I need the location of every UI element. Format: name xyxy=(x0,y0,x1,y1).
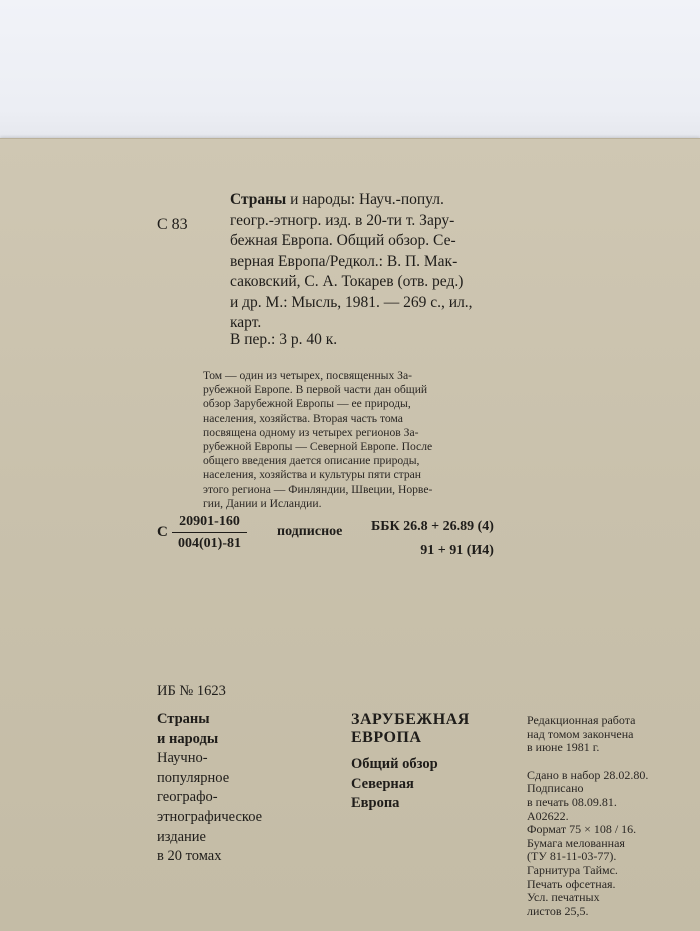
series-line: географо- xyxy=(157,789,218,806)
annotation-line: рубежной Европе. В первой части дан общий xyxy=(203,383,428,397)
annotation-line: гии, Дании и Исландии. xyxy=(203,496,322,510)
bbk-line: ББК 26.8 + 26.89 (4) xyxy=(371,519,494,534)
bibliographic-record xyxy=(230,190,473,334)
colophon-line: А02622. xyxy=(527,808,569,823)
bbk-line: 91 + 91 (И4) xyxy=(420,543,494,558)
biblio-line: геогр.-этногр. изд. в 20-ти т. Зару- xyxy=(230,211,455,229)
annotation-line: обзор Зарубежной Европы — ее природы, xyxy=(203,397,411,411)
annotation-line: рубежной Европы — Северной Европе. После xyxy=(203,440,433,454)
series-info xyxy=(157,710,262,867)
title-line: ЕВРОПА xyxy=(351,729,422,746)
subtitle-line: Европа xyxy=(351,795,400,811)
bbk-code xyxy=(371,515,494,563)
book-title xyxy=(351,711,470,747)
series-line: этнографическое xyxy=(157,808,263,825)
colophon-line: Гарнитура Таймс. xyxy=(527,862,618,877)
annotation-line: посвящена одному из четырех регионов За- xyxy=(203,425,419,439)
code-denominator: 004(01)-81 xyxy=(178,536,241,551)
biblio-line: верная Европа/Редкол.: В. П. Мак- xyxy=(230,252,458,270)
title-line: ЗАРУБЕЖНАЯ xyxy=(351,711,470,728)
annotation-line: населения, хозяйства. Вторая часть тома xyxy=(203,411,403,425)
colophon-line: над томом закончена xyxy=(527,726,634,741)
colophon-line: в июне 1981 г. xyxy=(527,740,600,755)
code-numerator: 20901-160 xyxy=(172,514,247,533)
annotation-line: Том — один из четырех, посвященных За- xyxy=(203,369,412,382)
annotation-line: общего введения дается описание природы, xyxy=(203,454,420,468)
colophon-line: Редакционная работа xyxy=(527,713,636,727)
annotation-line: этого региона — Финляндии, Швеции, Норве- xyxy=(203,482,433,496)
colophon-line: Усл. печатных xyxy=(527,890,600,905)
colophon xyxy=(527,714,648,918)
code-fraction xyxy=(172,514,247,552)
biblio-line: и др. М.: Мысль, 1981. — 269 с., ил., xyxy=(230,293,473,311)
code-letter: С xyxy=(157,524,168,540)
series-title-line: и народы xyxy=(157,730,219,747)
price: В пер.: 3 р. 40 к. xyxy=(230,331,338,348)
class-code: С 83 xyxy=(157,216,188,233)
colophon-line: (ТУ 81-11-03-77). xyxy=(527,849,617,864)
subscription-label: подписное xyxy=(277,524,343,539)
ib-number: ИБ № 1623 xyxy=(157,683,226,699)
colophon-line: Бумага мелованная xyxy=(527,835,625,850)
series-line: Научно- xyxy=(157,750,208,767)
colophon-line: Подписано xyxy=(527,781,584,796)
colophon-line: в печать 08.09.81. xyxy=(527,794,617,809)
subtitle-line: Северная xyxy=(351,775,414,792)
biblio-line: саковский, С. А. Токарев (отв. ред.) xyxy=(230,273,464,290)
colophon-line: Печать офсетная. xyxy=(527,876,616,891)
biblio-line: Страны и народы: Науч.-попул. xyxy=(230,191,444,208)
series-line: издание xyxy=(157,828,206,845)
series-title-line: Страны xyxy=(157,711,210,727)
biblio-line: бежная Европа. Общий обзор. Се- xyxy=(230,232,456,249)
colophon-line: листов 25,5. xyxy=(527,903,589,918)
colophon-line: Сдано в набор 28.02.80. xyxy=(527,767,649,782)
subtitle-line: Общий обзор xyxy=(351,756,438,772)
annotation-line: населения, хозяйства и культуры пяти стран xyxy=(203,468,421,482)
annotation xyxy=(203,369,432,511)
biblio-line: карт. xyxy=(230,314,262,331)
series-line: популярное xyxy=(157,769,230,786)
book-subtitle xyxy=(351,755,438,814)
colophon-line: Формат 75 × 108 / 16. xyxy=(527,822,637,837)
series-line: в 20 томах xyxy=(157,848,222,865)
